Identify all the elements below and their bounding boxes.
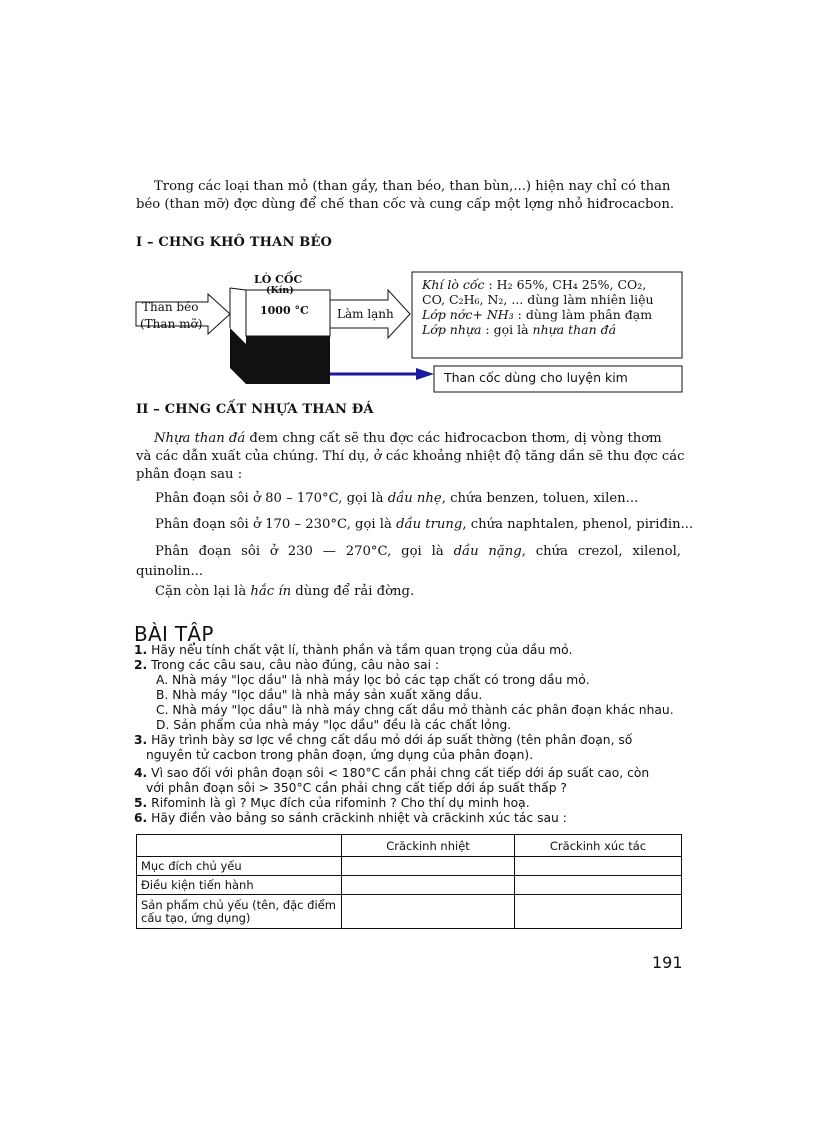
fraction-heavy: Phân đoạn sôi ở 230 — 270°C, gọi là dầu nặng, chứa crezol, xilenol, [155, 544, 681, 559]
tar-layer-name: nhựa than đá [532, 322, 617, 337]
exercise-list [134, 643, 694, 826]
table-header-cell [137, 835, 342, 857]
input-label-2: (Than mỡ) [140, 317, 203, 331]
p1-rest: đem chng cất sẽ thu đợc các hiđrocacbon thơm, dị vòng thơm [245, 431, 662, 446]
intro-paragraph [136, 178, 681, 214]
table-row [137, 876, 682, 895]
exercise-2b: B. Nhà máy "lọc dầu" là nhà máy sản xuất xăng dầu. [156, 688, 483, 702]
table-cell[interactable] [342, 895, 515, 929]
exercise-3: 3. Hãy trình bày sơ lợc về chng cất dầu mỏ dới áp suất thờng (tên phân đoạn, số [134, 733, 633, 747]
section-2-paragraph [136, 430, 685, 484]
gas-use: CO, C₂H₆, N₂, ... dùng làm nhiên liệu [422, 292, 654, 307]
comparison-table [136, 834, 682, 929]
oven-front-face [246, 336, 330, 384]
cooling-label: Làm lạnh [337, 307, 394, 321]
p1-line-3: phân đoạn sau : [136, 467, 243, 482]
table-cell[interactable] [342, 857, 515, 876]
exercise-2d: D. Sản phẩm của nhà máy "lọc dầu" đều là các chất lỏng. [156, 718, 512, 732]
tar-layer-text: : gọi là [485, 322, 529, 337]
intro-line-2: béo (than mỡ) đợc dùng để chế than cốc và cung cấp một lợng nhỏ hiđrocacbon. [136, 197, 675, 212]
intro-line-1: Trong các loại than mỏ (than gầy, than béo, than bùn,...) hiện nay chỉ có than [154, 179, 671, 194]
section-1-heading: I – CHNG KHÔ THAN BÉO [136, 235, 333, 250]
gas-products-text [422, 277, 654, 337]
table-row [137, 895, 682, 929]
section-2-heading: II – CHNG CẤT NHỰA THAN ĐÁ [136, 402, 374, 417]
coking-diagram [130, 266, 690, 398]
exercise-3-cont: nguyên tử cacbon trong phân đoạn, ứng dụng của phân đoạn). [146, 748, 534, 762]
exercise-4-cont: với phân đoạn sôi > 350°C cần phải chng cất tiếp dới áp suất thấp ? [146, 781, 567, 795]
table-header-cell: Crăckinh xúc tác [515, 835, 682, 857]
exercises-heading: BÀI TẬP [134, 622, 214, 646]
residue-line: Cặn còn lại là hắc ín dùng để rải đờng. [155, 584, 415, 599]
table-cell[interactable] [515, 895, 682, 929]
tar-term: Nhựa than đá [154, 431, 246, 446]
table-cell[interactable] [515, 876, 682, 895]
oven-title: LÒ CỐC [254, 273, 303, 286]
exercise-2: 2. Trong các câu sau, câu nào đúng, câu nào sai : [134, 658, 440, 672]
exercise-6: 6. Hãy điền vào bảng so sánh crăckinh nhiệt và crăckinh xúc tác sau : [134, 811, 567, 825]
exercise-2c: C. Nhà máy "lọc dầu" là nhà máy chng cất dầu mỏ thành các phân đoạn khác nhau. [156, 703, 674, 717]
fraction-heavy-cont: quinolin... [136, 564, 204, 579]
exercise-1: 1. Hãy nêu tính chất vật lí, thành phần và tầm quan trọng của dầu mỏ. [134, 643, 573, 657]
table-cell: Sản phẩm chủ yếu (tên, đặc điểm cấu tạo, ứng dụng) [137, 895, 342, 929]
exercise-2a: A. Nhà máy "lọc dầu" là nhà máy lọc bỏ các tạp chất có trong dầu mỏ. [156, 673, 590, 687]
oven-temperature: 1000 °C [260, 304, 309, 317]
table-cell: Điều kiện tiến hành [137, 876, 342, 895]
oven-subtitle: (Kín) [266, 285, 294, 296]
oven-side-face [230, 328, 246, 384]
coke-label: Than cốc dùng cho luyện kim [444, 370, 628, 385]
water-layer-label: Lớp nớc+ NH₃ [422, 307, 514, 322]
gas-label: Khí lò cốc [422, 277, 485, 292]
exercise-5: 5. Rifominh là gì ? Mục đích của rifominh ? Cho thí dụ minh hoạ. [134, 796, 530, 810]
gas-composition: : H₂ 65%, CH₄ 25%, CO₂, [488, 277, 647, 292]
fraction-light: Phân đoạn sôi ở 80 – 170°C, gọi là dầu nhẹ, chứa benzen, toluen, xilen... [155, 491, 639, 506]
table-header-cell: Crăckinh nhiệt [342, 835, 515, 857]
coke-arrow-head [416, 368, 434, 380]
page-number: 191 [652, 953, 683, 972]
water-layer-use: : dùng làm phân đạm [517, 307, 653, 322]
fraction-medium: Phân đoạn sôi ở 170 – 230°C, gọi là dầu trung, chứa naphtalen, phenol, piriđin... [155, 517, 694, 532]
table-cell[interactable] [515, 857, 682, 876]
p1-line-2: và các dẫn xuất của chúng. Thí dụ, ở các khoảng nhiệt độ tăng dần sẽ thu đợc các [136, 449, 685, 464]
table-cell[interactable] [342, 876, 515, 895]
table-header-row [137, 835, 682, 857]
input-label-1: Than béo [142, 300, 199, 314]
table-row [137, 857, 682, 876]
tar-layer-label: Lớp nhựa [422, 322, 482, 337]
table-cell: Mục đích chủ yếu [137, 857, 342, 876]
exercise-4: 4. Vì sao đối với phân đoạn sôi < 180°C cần phải chng cất tiếp dới áp suất cao, còn [134, 766, 650, 780]
